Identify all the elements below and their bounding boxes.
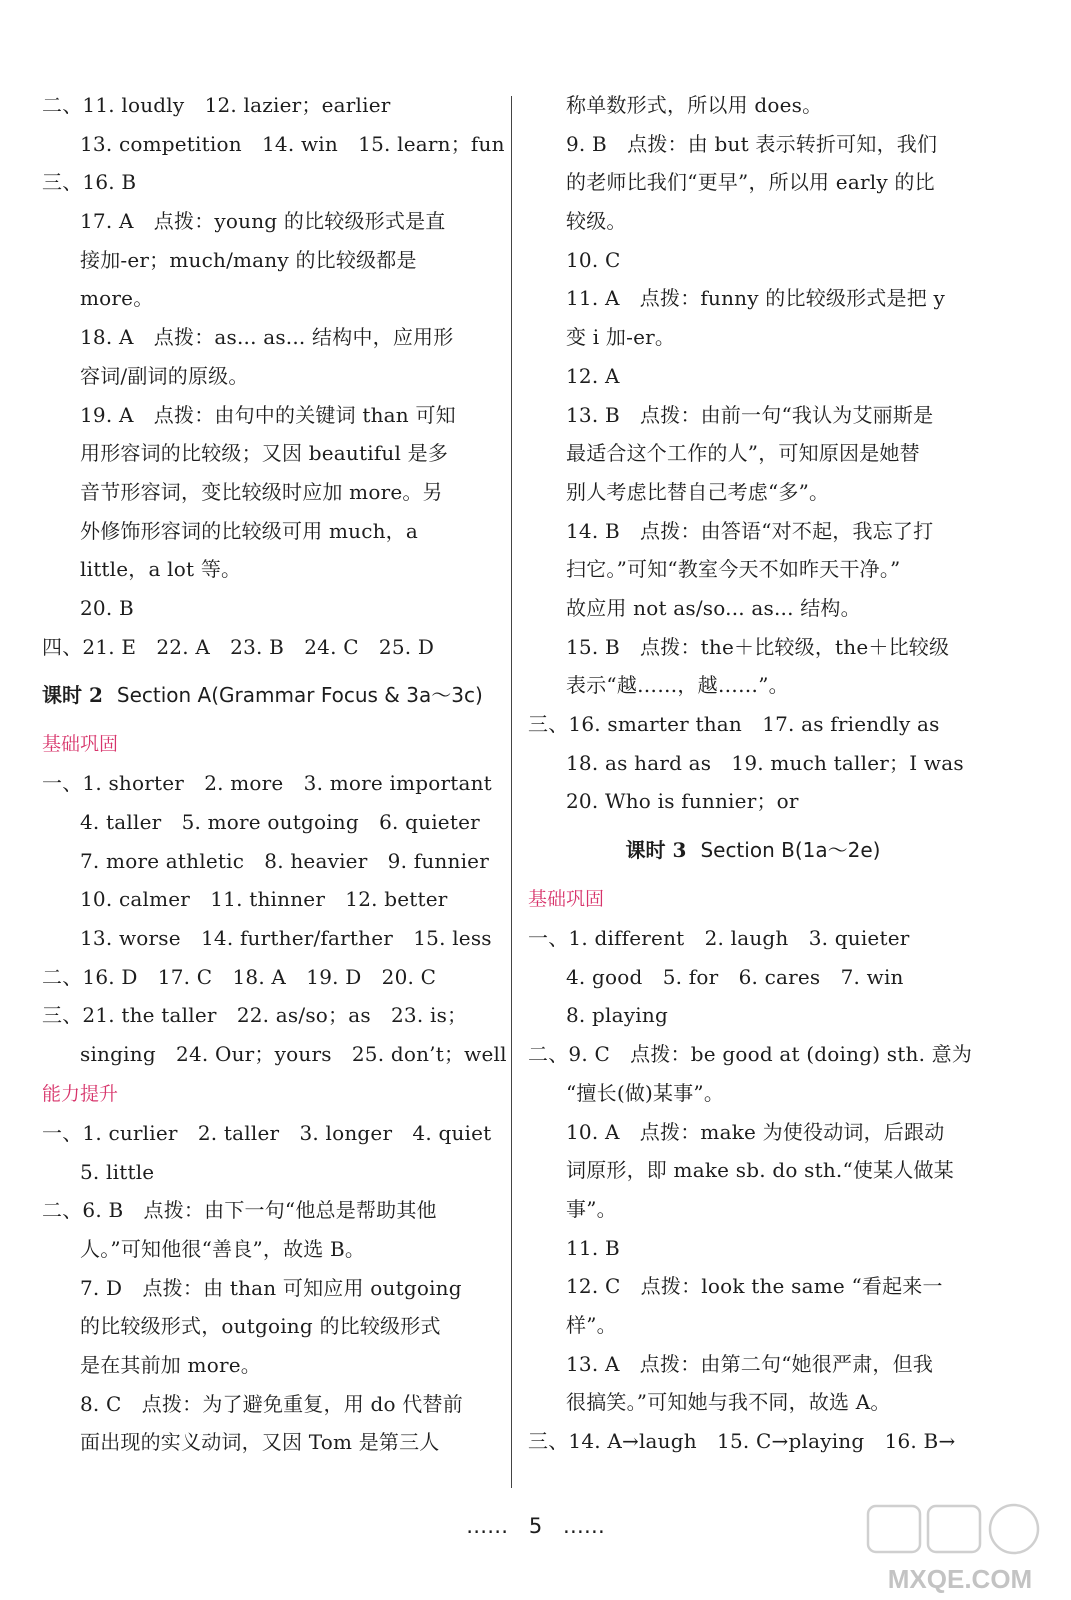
answer-line: 三、21. the taller 22. as/so；as 23. is； (42, 1003, 468, 1028)
answer-line: 变 i 加-er。 (566, 325, 676, 350)
answer-line: 一、1. shorter 2. more 3. more important (42, 771, 492, 796)
category-heading: 基础巩固 (42, 733, 119, 756)
lesson-label: 课时 2 (42, 683, 103, 708)
answer-line: 二、6. B 点拨：由下一句“他总是帮助其他 (42, 1198, 437, 1223)
answer-line: 面出现的实义动词，又因 Tom 是第三人 (80, 1430, 440, 1455)
answer-line: 接加-er；much/many 的比较级都是 (80, 247, 417, 272)
lesson-section: Section A(Grammar Focus & 3a～3c) (116, 683, 483, 708)
answer-line: 10. A 点拨：make 为使役动词，后跟动 (566, 1119, 945, 1144)
answer-line: singing 24. Our；yours 25. don’t；well (80, 1042, 507, 1067)
answer-line: 二、16. D 17. C 18. A 19. D 20. C (42, 964, 437, 989)
answer-line: 容词/副词的原级。 (80, 363, 249, 388)
answer-line: 三、16. smarter than 17. as friendly as (528, 712, 940, 736)
lesson-heading (528, 821, 978, 879)
answer-line: 11. A 点拨：funny 的比较级形式是把 y (566, 286, 945, 311)
answer-line: 称单数形式，所以用 does。 (566, 93, 823, 117)
answer-line: 三、14. A→laugh 15. C→playing 16. B→ (528, 1429, 956, 1453)
watermark-logo (860, 1498, 1060, 1598)
answer-line: 表示“越……，越……”。 (566, 673, 789, 698)
answer-line: 词原形，即 make sb. do sth.“使某人做某 (566, 1158, 954, 1183)
column-divider (511, 96, 512, 1488)
category-heading: 基础巩固 (528, 888, 605, 911)
answer-line: “擅长(做)某事”。 (566, 1080, 725, 1105)
answer-line: 10. C (566, 247, 621, 272)
answer-line: 19. A 点拨：由句中的关键词 than 可知 (80, 402, 456, 427)
answer-line: 12. A (566, 363, 620, 388)
answer-line: 的老师比我们“更早”，所以用 early 的比 (566, 170, 935, 195)
answer-line: 用形容词的比较级；又因 beautiful 是多 (80, 441, 449, 466)
answer-line: 12. C 点拨：look the same “看起来一 (566, 1274, 943, 1299)
answer-line: 三、16. B (42, 170, 137, 195)
answer-line: 一、1. curlier 2. taller 3. longer 4. quiet (42, 1120, 492, 1145)
answer-line: 13. B 点拨：由前一句“我认为艾丽斯是 (566, 402, 934, 427)
answer-line: 8. playing (566, 1003, 668, 1028)
answer-line: 别人考虑比替自己考虑“多”。 (566, 479, 830, 504)
answer-line: 13. competition 14. win 15. learn；fun (80, 131, 505, 156)
page-number: 5 (528, 1514, 543, 1538)
answer-line: 4. good 5. for 6. cares 7. win (566, 964, 904, 989)
answer-line: 15. B 点拨：the＋比较级，the＋比较级 (566, 634, 950, 659)
answer-line: 11. B (566, 1235, 620, 1260)
answer-line: 故应用 not as/so... as... 结构。 (566, 595, 861, 620)
answer-line: little，a lot 等。 (80, 557, 242, 582)
answer-line: 13. worse 14. further/farther 15. less (80, 926, 492, 951)
answer-line: 18. as hard as 19. much taller；I was (566, 750, 964, 775)
footer-dots-left: …… (466, 1514, 509, 1538)
answer-line: 7. D 点拨：由 than 可知应用 outgoing (80, 1275, 462, 1300)
answer-line: 较级。 (566, 209, 627, 234)
footer-dots-right: …… (562, 1514, 605, 1538)
lesson-section: Section B(1a～2e) (700, 838, 881, 863)
answer-line: 外修饰形容词的比较级可用 much，a (80, 518, 419, 543)
answer-line: 的比较级形式，outgoing 的比较级形式 (80, 1314, 441, 1339)
answer-line: 二、9. C 点拨：be good at (doing) sth. 意为 (528, 1042, 973, 1067)
answer-line: 18. A 点拨：as... as... 结构中，应用形 (80, 325, 454, 350)
answer-line: 样”。 (566, 1312, 617, 1337)
category-heading: 能力提升 (42, 1082, 119, 1105)
answer-line: 17. A 点拨：young 的比较级形式是直 (80, 209, 446, 234)
right-column (528, 86, 978, 1461)
answer-line: 最适合这个工作的人”，可知原因是她替 (566, 441, 920, 466)
answer-line: 四、21. E 22. A 23. B 24. C 25. D (42, 634, 435, 659)
answer-line: 一、1. different 2. laugh 3. quieter (528, 926, 910, 951)
answer-line: 20. B (80, 595, 134, 620)
lesson-heading (42, 666, 504, 724)
answer-line: 14. B 点拨：由答语“对不起，我忘了打 (566, 518, 934, 543)
answer-line: 扫它。”可知“教室今天不如昨天干净。” (566, 557, 901, 582)
answer-line: 是在其前加 more。 (80, 1352, 261, 1377)
answer-line: 4. taller 5. more outgoing 6. quieter (80, 810, 480, 834)
answer-line: 9. B 点拨：由 but 表示转折可知，我们 (566, 131, 938, 156)
answer-line: 7. more athletic 8. heavier 9. funnier (80, 848, 489, 873)
answer-line: 音节形容词，变比较级时应加 more。另 (80, 479, 443, 504)
answer-line: 10. calmer 11. thinner 12. better (80, 887, 448, 912)
answer-line: more。 (80, 286, 154, 311)
watermark-text: MXQE.COM (887, 1564, 1033, 1594)
lesson-label: 课时 3 (625, 838, 687, 863)
answer-line: 二、11. loudly 12. lazier；earlier (42, 93, 391, 117)
answer-line: 事”。 (566, 1196, 617, 1221)
answer-line: 8. C 点拨：为了避免重复，用 do 代替前 (80, 1391, 463, 1416)
answer-line: 人。”可知他很“善良”，故选 B。 (80, 1236, 366, 1261)
answer-line: 20. Who is funnier；or (566, 789, 799, 814)
answer-line: 13. A 点拨：由第二句“她很严肃，但我 (566, 1351, 934, 1376)
left-column (42, 86, 507, 1462)
answer-line: 5. little (80, 1159, 155, 1184)
answer-line: 很搞笑。”可知她与我不同，故选 A。 (566, 1390, 891, 1415)
